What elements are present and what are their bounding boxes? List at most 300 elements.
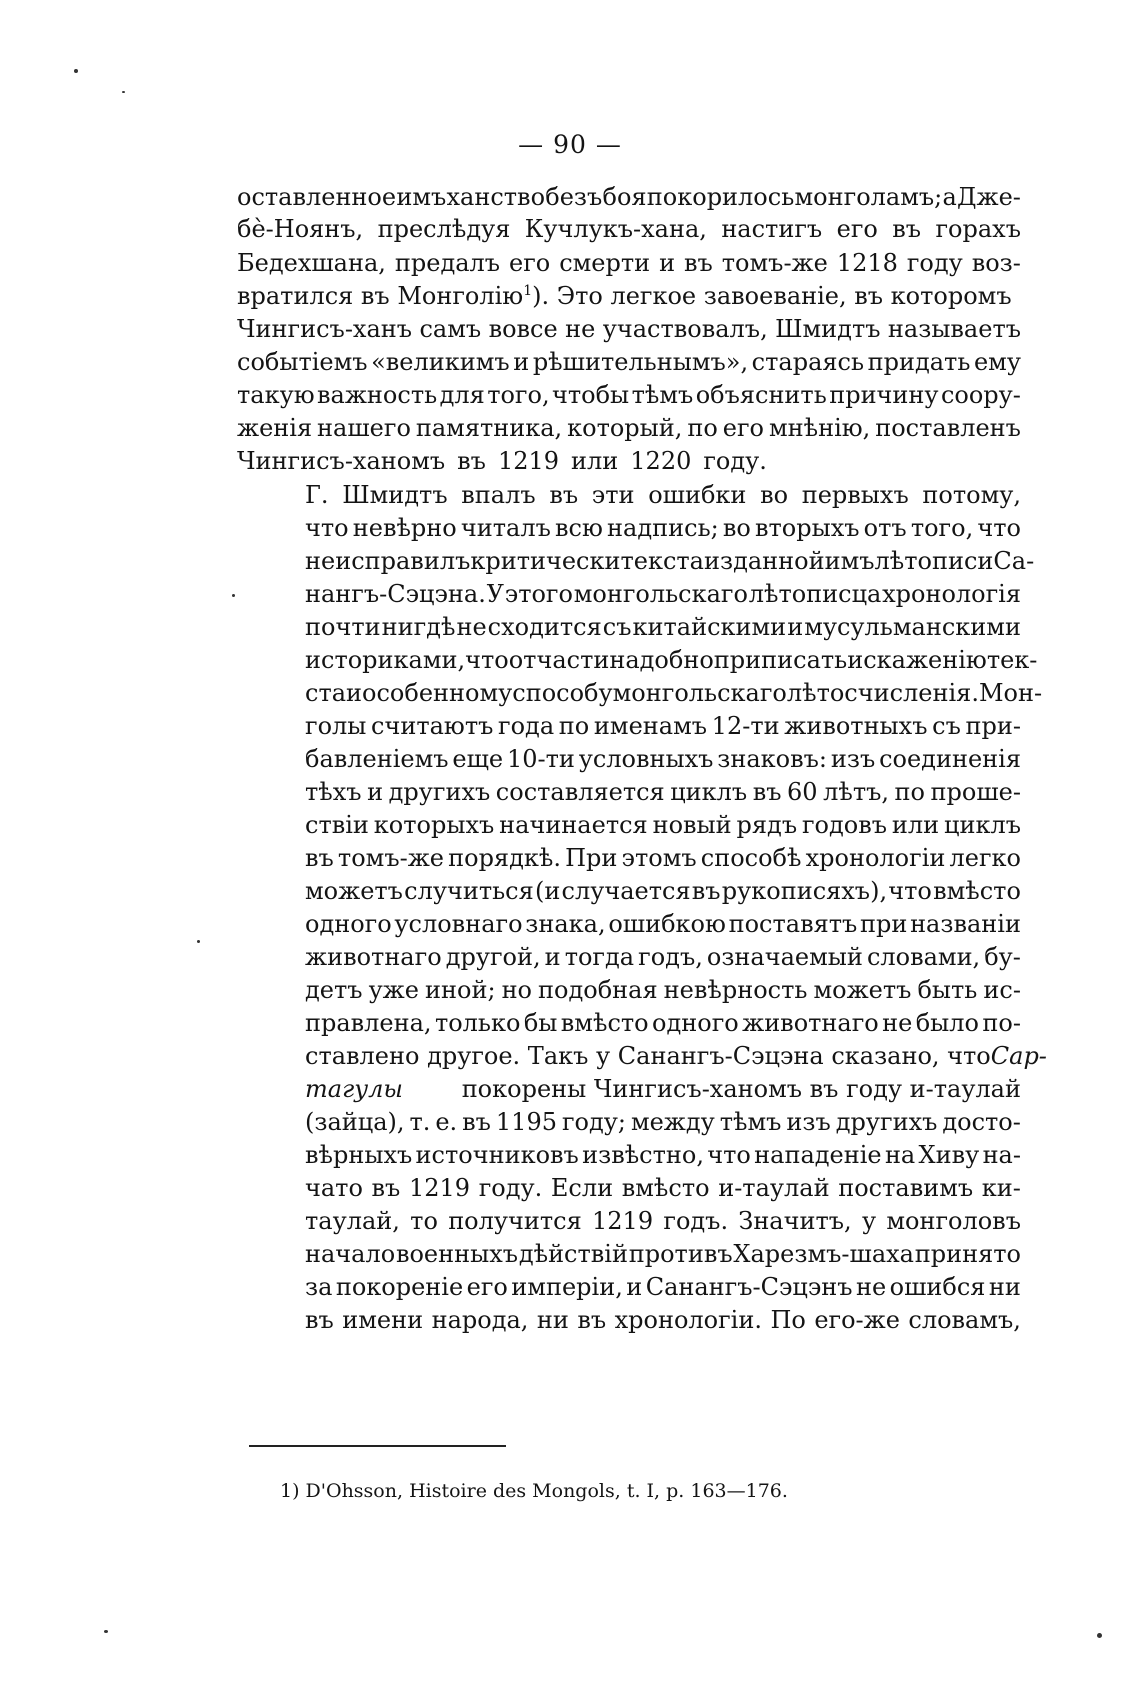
word: Если xyxy=(550,1174,614,1202)
word: тек- xyxy=(986,646,1038,674)
word: настигъ xyxy=(721,215,823,243)
word: изданной xyxy=(704,547,825,575)
text-line xyxy=(305,1272,1021,1302)
word: въ xyxy=(549,481,579,509)
word: его xyxy=(466,1273,508,1301)
word: тѣхъ xyxy=(305,778,362,806)
word: мусульманскими xyxy=(804,613,1021,641)
word: имени xyxy=(342,1306,424,1334)
word: причину xyxy=(829,381,939,409)
word: всю xyxy=(555,514,603,542)
word: словамъ, xyxy=(908,1306,1021,1334)
word: между xyxy=(630,1108,715,1136)
word: Санангъ-Сэцэнъ xyxy=(645,1273,853,1301)
word: женiя xyxy=(237,414,313,442)
word: въ xyxy=(305,844,334,872)
word: монгольскаго xyxy=(612,679,787,707)
word: знаковъ: xyxy=(717,745,827,773)
word: въ xyxy=(752,778,782,806)
text-line xyxy=(237,214,1021,244)
word: Кучлукъ-хана, xyxy=(524,215,707,243)
word: не xyxy=(856,1273,887,1301)
word: другой, xyxy=(445,943,541,971)
word: придать xyxy=(867,348,971,376)
word: что xyxy=(707,1141,751,1169)
text-line xyxy=(305,810,1021,840)
word: ошибки xyxy=(648,481,747,509)
text-line xyxy=(305,645,1038,675)
word: сходится xyxy=(487,613,602,641)
italic-term: Сар- xyxy=(990,1042,1047,1070)
text-line xyxy=(305,1140,1021,1170)
word: принято xyxy=(914,1240,1021,1268)
word: ему xyxy=(973,348,1021,376)
word: тогда xyxy=(564,943,635,971)
word: 1219 xyxy=(497,447,560,475)
word: не xyxy=(456,613,487,641)
word: уже xyxy=(368,976,419,1004)
word: отчасти xyxy=(508,646,610,674)
word: того, xyxy=(910,514,974,542)
word: то xyxy=(410,1207,438,1235)
word: монгольскаго xyxy=(573,580,748,608)
text-line xyxy=(305,480,1021,510)
word: съ xyxy=(932,712,961,740)
word: на xyxy=(884,1141,916,1169)
word: читалъ xyxy=(460,514,551,542)
word: исправилъ xyxy=(335,547,471,575)
text-line xyxy=(305,843,1021,873)
word: мнѣнiю, xyxy=(768,414,871,442)
word: въ xyxy=(684,249,713,277)
word: того, xyxy=(487,381,550,409)
word: въ xyxy=(462,1108,491,1136)
word: въ xyxy=(457,447,486,475)
text-line xyxy=(305,909,1021,939)
text-line xyxy=(305,1008,1021,1038)
text-line xyxy=(305,678,1043,708)
word: этого xyxy=(504,580,573,608)
word: циклъ xyxy=(670,778,748,806)
text-line xyxy=(305,1206,1021,1236)
word: можетъ xyxy=(305,877,403,905)
word: событiемъ xyxy=(237,348,368,376)
word: и xyxy=(626,1273,643,1301)
word: смерти xyxy=(559,249,651,277)
word: противъ xyxy=(628,1240,733,1268)
word: стараясь xyxy=(751,348,865,376)
word: получится xyxy=(448,1207,582,1235)
word: и-таулай xyxy=(718,1174,830,1202)
word: лѣтописца xyxy=(748,580,882,608)
word: особенному xyxy=(362,679,513,707)
word: горахъ xyxy=(935,215,1021,243)
word: соединенiя xyxy=(879,745,1021,773)
word: ни xyxy=(536,1306,569,1334)
text-line xyxy=(237,380,1021,410)
word: при- xyxy=(965,712,1021,740)
scan-speck xyxy=(74,69,78,73)
text-line xyxy=(237,413,1021,443)
text-line xyxy=(305,942,1021,972)
word: имъ xyxy=(396,183,447,211)
word: детъ xyxy=(305,976,363,1004)
text-line xyxy=(305,1305,1021,1335)
word: за xyxy=(305,1273,333,1301)
text-line xyxy=(305,1041,1047,1071)
word: воз- xyxy=(971,249,1021,277)
word: такую xyxy=(237,381,315,409)
word: и xyxy=(346,679,363,707)
word: источниковъ xyxy=(415,1141,579,1169)
footnote-divider xyxy=(249,1445,506,1447)
text-line xyxy=(237,281,1021,311)
word: 1218 xyxy=(836,249,898,277)
word: только xyxy=(434,1009,521,1037)
word: называетъ xyxy=(887,315,1021,343)
word: тѣмъ xyxy=(719,1108,782,1136)
word: годъ, xyxy=(638,943,703,971)
text-line xyxy=(237,248,1021,278)
word: «великимъ xyxy=(371,348,510,376)
word: знака, xyxy=(525,910,606,938)
word: 12-ти xyxy=(711,712,780,740)
word: безъ xyxy=(545,183,603,211)
word: въ xyxy=(577,1306,607,1334)
word: еще xyxy=(452,745,504,773)
word: е. xyxy=(435,1108,458,1136)
word: этомъ xyxy=(621,844,697,872)
word: боя xyxy=(602,183,647,211)
text-line xyxy=(237,314,1021,344)
word: критически xyxy=(470,547,621,575)
word: бы xyxy=(523,1009,558,1037)
word: съ xyxy=(602,613,632,641)
word: изъ xyxy=(786,1108,831,1136)
word: оставленное xyxy=(237,183,397,211)
word: начинается xyxy=(499,811,648,839)
word: отъ xyxy=(863,514,907,542)
word: ни xyxy=(988,1273,1021,1301)
word: искаженiю xyxy=(847,646,987,674)
word: способѣ xyxy=(700,844,802,872)
word: при xyxy=(859,910,908,938)
word: надпись; xyxy=(607,514,719,542)
word: объяснить xyxy=(695,381,827,409)
word: животныхъ xyxy=(784,712,928,740)
word: ки- xyxy=(981,1174,1021,1202)
word: Значитъ, xyxy=(738,1207,852,1235)
word: году. xyxy=(703,447,767,475)
word: историками, xyxy=(305,646,466,674)
word: другихъ xyxy=(835,1108,938,1136)
page-number: — 90 — xyxy=(518,130,622,159)
word: имъ xyxy=(824,547,875,575)
word: По xyxy=(770,1306,806,1334)
word: начало xyxy=(305,1240,396,1268)
word: было xyxy=(915,1009,979,1037)
word: дѣйствiй xyxy=(518,1240,628,1268)
word: вмѣсто xyxy=(560,1009,649,1037)
word: и xyxy=(659,249,676,277)
word: одного xyxy=(305,910,392,938)
text-fragment: вратился въ Монголію$^1$). Это легкое завоеванiе, въ которомъ xyxy=(237,282,1012,310)
word: хронологiи. xyxy=(614,1306,762,1334)
word: по xyxy=(558,712,590,740)
word: но xyxy=(501,976,533,1004)
word: лѣтосчисленiя. xyxy=(786,679,979,707)
word: условныхъ xyxy=(578,745,714,773)
word: именамъ xyxy=(593,712,708,740)
word: во xyxy=(760,481,789,509)
word: т. xyxy=(409,1108,431,1136)
text-line xyxy=(237,347,1021,377)
word: и xyxy=(787,613,804,641)
word: по xyxy=(894,778,925,806)
text-line xyxy=(237,182,1021,212)
word: что xyxy=(888,877,932,905)
footnote: 1) D'Ohsson, Histoire des Mongols, t. I, p. 163—176. xyxy=(280,1480,788,1502)
word: въ xyxy=(371,1174,401,1202)
word: его xyxy=(509,249,551,277)
word: соору- xyxy=(940,381,1021,409)
word: правлена, xyxy=(305,1009,432,1037)
word: нигдѣ xyxy=(381,613,456,641)
word: году. xyxy=(478,1174,543,1202)
word: которыхъ xyxy=(373,811,495,839)
word: его-же xyxy=(814,1306,900,1334)
word: а xyxy=(942,183,957,211)
word: случается xyxy=(561,877,691,905)
word: не xyxy=(565,315,596,343)
word: невѣрно xyxy=(352,514,457,542)
text-line xyxy=(305,975,1021,1005)
text-line xyxy=(305,1239,1021,1269)
word: лѣтописи xyxy=(874,547,994,575)
word: вовсе xyxy=(488,315,558,343)
word: потому, xyxy=(922,481,1021,509)
scan-speck xyxy=(232,594,235,597)
word: случиться xyxy=(404,877,534,905)
word: для xyxy=(439,381,485,409)
text-fragment: ставлено другое. Такъ у Санангъ-Сэцэна сказано, что xyxy=(305,1042,991,1070)
word: ствiи xyxy=(305,811,369,839)
word: въ xyxy=(892,215,922,243)
word: участвовалъ, xyxy=(602,315,768,343)
text-line xyxy=(305,876,1021,906)
word: не xyxy=(305,547,336,575)
word: во xyxy=(722,514,751,542)
word: изъ xyxy=(830,745,876,773)
word: словами, xyxy=(866,943,981,971)
word: не xyxy=(882,1009,913,1037)
word: по xyxy=(687,414,718,442)
word: новый xyxy=(652,811,732,839)
word: У xyxy=(486,580,504,608)
word: покорилось xyxy=(646,183,795,211)
word: порядкѣ. xyxy=(448,844,561,872)
word: предалъ xyxy=(394,249,501,277)
text-line xyxy=(305,744,1021,774)
word: условнаго xyxy=(394,910,523,938)
word: рукописяхъ), xyxy=(721,877,888,905)
word: легко xyxy=(949,844,1021,872)
word: у xyxy=(861,1207,877,1235)
word: извѣстно, xyxy=(582,1141,704,1169)
word: по- xyxy=(982,1009,1021,1037)
word: рѣшительнымъ», xyxy=(532,348,749,376)
word: быть xyxy=(917,976,978,1004)
word: невѣрность xyxy=(663,976,808,1004)
scan-speck xyxy=(1097,1633,1102,1638)
word: 1220 xyxy=(630,447,692,475)
word: 60 xyxy=(787,778,818,806)
word: въ xyxy=(691,877,721,905)
word: поставимъ xyxy=(838,1174,974,1202)
word: досто- xyxy=(942,1108,1021,1136)
word: текста xyxy=(620,547,704,575)
text-line xyxy=(305,513,1021,543)
word: ста xyxy=(305,679,347,707)
word: что xyxy=(305,514,349,542)
word: Шмидтъ xyxy=(775,315,881,343)
word: вѣрныхъ xyxy=(305,1141,413,1169)
word: При xyxy=(565,844,618,872)
word: народа, xyxy=(431,1306,529,1334)
footnote-marker[interactable]: 1 xyxy=(523,283,533,299)
word: томъ-же xyxy=(337,844,444,872)
word: ошибся xyxy=(889,1273,986,1301)
italic-term: тагулы xyxy=(305,1075,403,1103)
text-line xyxy=(237,446,1021,476)
word: бѐ-Ноянъ, xyxy=(237,215,364,243)
word: животнаго xyxy=(742,1009,879,1037)
word: самъ xyxy=(419,315,482,343)
word: составляется xyxy=(495,778,665,806)
text-line xyxy=(305,1107,1021,1137)
word: на- xyxy=(982,1141,1021,1169)
word: хронологiи xyxy=(805,844,946,872)
word: или xyxy=(891,811,940,839)
word: году xyxy=(906,249,963,277)
word: первыхъ xyxy=(801,481,909,509)
word: 10-ти xyxy=(506,745,575,773)
word: животнаго xyxy=(305,943,442,971)
word: томъ-же xyxy=(721,249,828,277)
word: поставленъ xyxy=(875,414,1021,442)
word: Харезмъ-шаха xyxy=(733,1240,914,1268)
word: китайскими xyxy=(632,613,787,641)
word: эти xyxy=(591,481,635,509)
text-line xyxy=(305,1173,1021,1203)
word: хронологiя xyxy=(882,580,1021,608)
word: или xyxy=(571,447,619,475)
word: года xyxy=(498,712,555,740)
word: 1195 xyxy=(495,1108,557,1136)
word: лѣтъ, xyxy=(823,778,889,806)
word: впалъ xyxy=(461,481,536,509)
word: нангъ-Сэцэна. xyxy=(305,580,486,608)
word: ханство xyxy=(446,183,546,211)
word: тѣмъ xyxy=(631,381,694,409)
word: рядъ xyxy=(736,811,798,839)
scan-speck xyxy=(104,1630,108,1633)
word: ис- xyxy=(983,976,1021,1004)
word: Мон- xyxy=(978,679,1043,707)
word: важность xyxy=(317,381,438,409)
word: монголамъ; xyxy=(794,183,943,211)
word: 1219 xyxy=(408,1174,471,1202)
word: проше- xyxy=(930,778,1021,806)
word: (зайца), xyxy=(305,1108,405,1136)
word: Г. xyxy=(305,481,329,509)
word: 1219 xyxy=(592,1207,654,1235)
word: иной; xyxy=(425,976,496,1004)
word: монголовъ xyxy=(886,1207,1021,1235)
word: вторыхъ xyxy=(755,514,860,542)
text-line xyxy=(305,546,1035,576)
word: подобная xyxy=(538,976,658,1004)
word: голы xyxy=(305,712,367,740)
word: Бедехшана, xyxy=(237,249,386,277)
text-line xyxy=(305,711,1021,741)
word: Шмидтъ xyxy=(342,481,448,509)
word: военныхъ xyxy=(395,1240,519,1268)
word: можетъ xyxy=(813,976,912,1004)
word: годъ. xyxy=(663,1207,729,1235)
word: другихъ xyxy=(388,778,491,806)
word: означаемый xyxy=(706,943,863,971)
word: годовъ xyxy=(801,811,888,839)
text-line xyxy=(305,1074,1021,1104)
word: почти xyxy=(305,613,381,641)
word: чтобы xyxy=(552,381,630,409)
word: его xyxy=(836,215,878,243)
word: покоренiе xyxy=(335,1273,464,1301)
word: Са- xyxy=(993,547,1035,575)
word: (и xyxy=(534,877,561,905)
word: преслѣдуя xyxy=(377,215,511,243)
word: нашего xyxy=(317,414,411,442)
word: вмѣсто xyxy=(621,1174,710,1202)
word: Дже- xyxy=(957,183,1021,211)
scan-speck xyxy=(122,91,125,93)
word: циклъ xyxy=(944,811,1021,839)
word: считаютъ xyxy=(371,712,494,740)
text-line xyxy=(305,612,1021,642)
word: нападенiе xyxy=(754,1141,882,1169)
word: Хиву xyxy=(918,1141,980,1169)
word: чато xyxy=(305,1174,363,1202)
word: Чингисъ-ханомъ xyxy=(237,447,446,475)
word: и xyxy=(367,778,384,806)
word: памятника, xyxy=(415,414,563,442)
word: ошибкою xyxy=(608,910,726,938)
word: способу xyxy=(512,679,613,707)
word: названiи xyxy=(910,910,1021,938)
word: надобно xyxy=(609,646,714,674)
word: и xyxy=(513,348,530,376)
word: въ xyxy=(305,1306,334,1334)
word: что xyxy=(977,514,1021,542)
text-fragment: покорены Чингисъ-ханомъ въ году и-таулай xyxy=(461,1075,1021,1103)
text-line xyxy=(305,777,1021,807)
word: что xyxy=(465,646,509,674)
word: и xyxy=(544,943,561,971)
word: поставятъ xyxy=(728,910,858,938)
word: его xyxy=(722,414,764,442)
word: приписать xyxy=(713,646,848,674)
